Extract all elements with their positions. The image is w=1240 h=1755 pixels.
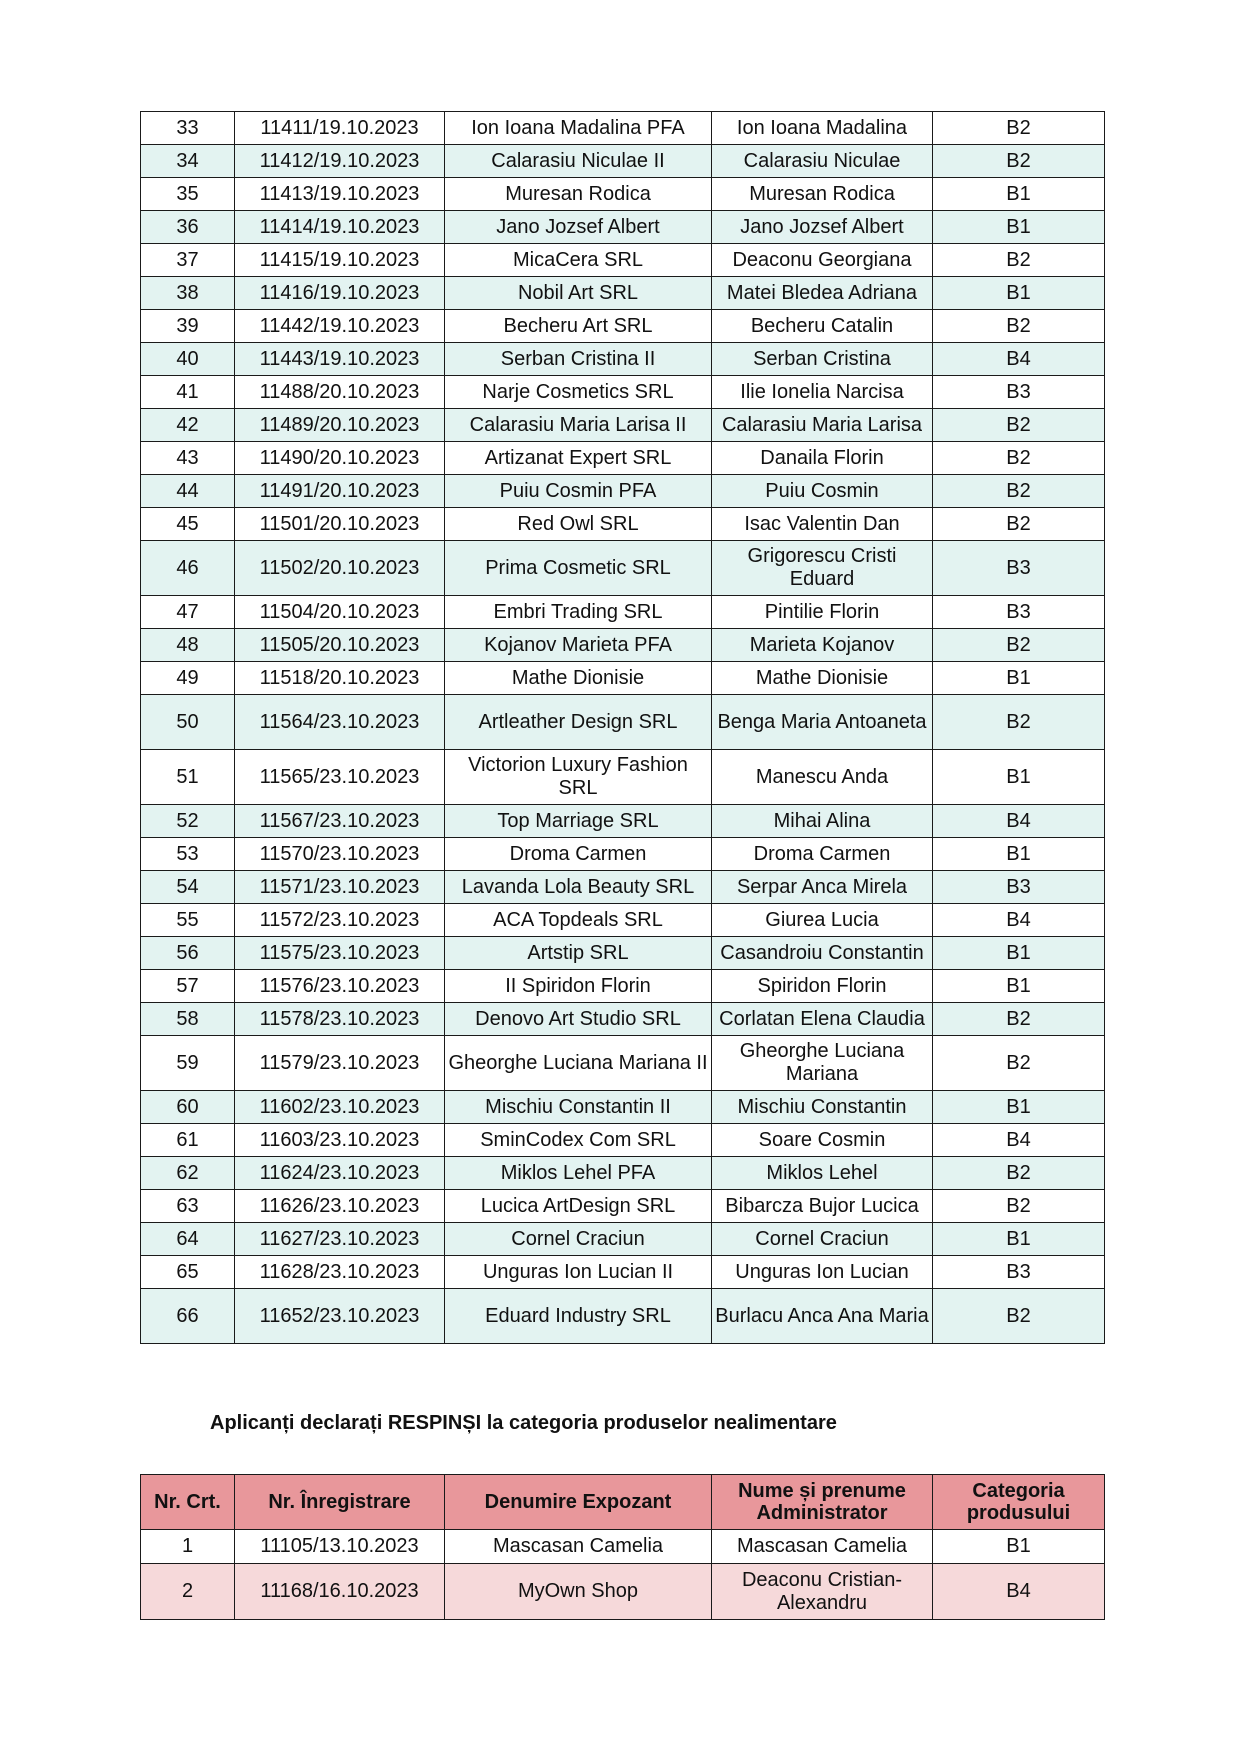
cell-category: B4 bbox=[933, 343, 1105, 376]
cell-nr: 55 bbox=[141, 904, 235, 937]
cell-registration: 11168/16.10.2023 bbox=[235, 1564, 445, 1620]
cell-exhibitor-name: II Spiridon Florin bbox=[445, 970, 712, 1003]
cell-nr: 46 bbox=[141, 541, 235, 596]
cell-nr: 37 bbox=[141, 244, 235, 277]
table-row bbox=[141, 277, 1105, 310]
cell-nr: 53 bbox=[141, 838, 235, 871]
table-row bbox=[141, 112, 1105, 145]
cell-administrator: Danaila Florin bbox=[712, 442, 933, 475]
table-row bbox=[141, 1223, 1105, 1256]
cell-category: B1 bbox=[933, 211, 1105, 244]
cell-category: B1 bbox=[933, 937, 1105, 970]
cell-registration: 11105/13.10.2023 bbox=[235, 1530, 445, 1564]
table-row bbox=[141, 805, 1105, 838]
cell-category: B1 bbox=[933, 1223, 1105, 1256]
cell-category: B3 bbox=[933, 871, 1105, 904]
cell-registration: 11628/23.10.2023 bbox=[235, 1256, 445, 1289]
approved-applicants-table-body bbox=[141, 112, 1105, 1344]
cell-registration: 11652/23.10.2023 bbox=[235, 1289, 445, 1344]
cell-administrator: Deaconu Georgiana bbox=[712, 244, 933, 277]
table-row bbox=[141, 1190, 1105, 1223]
table-row bbox=[141, 1530, 1105, 1564]
cell-exhibitor-name: Ion Ioana Madalina PFA bbox=[445, 112, 712, 145]
cell-category: B4 bbox=[933, 1124, 1105, 1157]
table-row bbox=[141, 750, 1105, 805]
cell-registration: 11576/23.10.2023 bbox=[235, 970, 445, 1003]
cell-nr: 64 bbox=[141, 1223, 235, 1256]
cell-nr: 34 bbox=[141, 145, 235, 178]
cell-category: B2 bbox=[933, 310, 1105, 343]
cell-nr: 38 bbox=[141, 277, 235, 310]
cell-registration: 11570/23.10.2023 bbox=[235, 838, 445, 871]
cell-registration: 11571/23.10.2023 bbox=[235, 871, 445, 904]
cell-exhibitor-name: SminCodex Com SRL bbox=[445, 1124, 712, 1157]
cell-administrator: Ion Ioana Madalina bbox=[712, 112, 933, 145]
table-row bbox=[141, 145, 1105, 178]
cell-administrator: Spiridon Florin bbox=[712, 970, 933, 1003]
cell-administrator: Benga Maria Antoaneta bbox=[712, 695, 933, 750]
cell-registration: 11572/23.10.2023 bbox=[235, 904, 445, 937]
cell-exhibitor-name: Red Owl SRL bbox=[445, 508, 712, 541]
cell-exhibitor-name: Embri Trading SRL bbox=[445, 596, 712, 629]
cell-category: B2 bbox=[933, 1157, 1105, 1190]
header-categoria-produsului: Categoria produsului bbox=[933, 1475, 1105, 1530]
cell-registration: 11415/19.10.2023 bbox=[235, 244, 445, 277]
cell-administrator: Manescu Anda bbox=[712, 750, 933, 805]
cell-category: B1 bbox=[933, 970, 1105, 1003]
cell-nr: 51 bbox=[141, 750, 235, 805]
cell-category: B2 bbox=[933, 244, 1105, 277]
cell-exhibitor-name: Miklos Lehel PFA bbox=[445, 1157, 712, 1190]
cell-exhibitor-name: Narje Cosmetics SRL bbox=[445, 376, 712, 409]
cell-administrator: Miklos Lehel bbox=[712, 1157, 933, 1190]
cell-exhibitor-name: Unguras Ion Lucian II bbox=[445, 1256, 712, 1289]
cell-registration: 11578/23.10.2023 bbox=[235, 1003, 445, 1036]
cell-administrator: Matei Bledea Adriana bbox=[712, 277, 933, 310]
cell-registration: 11518/20.10.2023 bbox=[235, 662, 445, 695]
cell-administrator: Giurea Lucia bbox=[712, 904, 933, 937]
cell-administrator: Droma Carmen bbox=[712, 838, 933, 871]
cell-administrator: Jano Jozsef Albert bbox=[712, 211, 933, 244]
cell-registration: 11564/23.10.2023 bbox=[235, 695, 445, 750]
cell-exhibitor-name: Lucica ArtDesign SRL bbox=[445, 1190, 712, 1223]
cell-administrator: Muresan Rodica bbox=[712, 178, 933, 211]
cell-registration: 11491/20.10.2023 bbox=[235, 475, 445, 508]
cell-nr: 59 bbox=[141, 1036, 235, 1091]
cell-category: B2 bbox=[933, 1289, 1105, 1344]
table-row bbox=[141, 662, 1105, 695]
cell-category: B1 bbox=[933, 1530, 1105, 1564]
cell-nr: 63 bbox=[141, 1190, 235, 1223]
cell-nr: 60 bbox=[141, 1091, 235, 1124]
cell-nr: 45 bbox=[141, 508, 235, 541]
table-row bbox=[141, 904, 1105, 937]
rejected-applicants-table bbox=[140, 1474, 1105, 1620]
cell-exhibitor-name: Artleather Design SRL bbox=[445, 695, 712, 750]
table-row bbox=[141, 970, 1105, 1003]
cell-registration: 11411/19.10.2023 bbox=[235, 112, 445, 145]
cell-nr: 33 bbox=[141, 112, 235, 145]
cell-administrator: Puiu Cosmin bbox=[712, 475, 933, 508]
table-row bbox=[141, 541, 1105, 596]
cell-exhibitor-name: Jano Jozsef Albert bbox=[445, 211, 712, 244]
header-nume-administrator: Nume și prenume Administrator bbox=[712, 1475, 933, 1530]
table-row bbox=[141, 1003, 1105, 1036]
cell-administrator: Calarasiu Niculae bbox=[712, 145, 933, 178]
cell-administrator: Unguras Ion Lucian bbox=[712, 1256, 933, 1289]
cell-exhibitor-name: Artizanat Expert SRL bbox=[445, 442, 712, 475]
table-row bbox=[141, 376, 1105, 409]
cell-registration: 11624/23.10.2023 bbox=[235, 1157, 445, 1190]
cell-exhibitor-name: Denovo Art Studio SRL bbox=[445, 1003, 712, 1036]
cell-nr: 49 bbox=[141, 662, 235, 695]
table-row bbox=[141, 596, 1105, 629]
cell-category: B2 bbox=[933, 629, 1105, 662]
cell-exhibitor-name: Calarasiu Niculae II bbox=[445, 145, 712, 178]
table-row bbox=[141, 409, 1105, 442]
cell-category: B3 bbox=[933, 596, 1105, 629]
cell-registration: 11603/23.10.2023 bbox=[235, 1124, 445, 1157]
cell-administrator: Marieta Kojanov bbox=[712, 629, 933, 662]
cell-nr: 62 bbox=[141, 1157, 235, 1190]
cell-administrator: Corlatan Elena Claudia bbox=[712, 1003, 933, 1036]
cell-category: B2 bbox=[933, 1190, 1105, 1223]
cell-category: B2 bbox=[933, 409, 1105, 442]
cell-administrator: Becheru Catalin bbox=[712, 310, 933, 343]
cell-administrator: Deaconu Cristian-Alexandru bbox=[712, 1564, 933, 1620]
table-row bbox=[141, 1564, 1105, 1620]
cell-nr: 40 bbox=[141, 343, 235, 376]
table-row bbox=[141, 310, 1105, 343]
cell-registration: 11501/20.10.2023 bbox=[235, 508, 445, 541]
cell-registration: 11602/23.10.2023 bbox=[235, 1091, 445, 1124]
cell-nr: 41 bbox=[141, 376, 235, 409]
cell-exhibitor-name: Mathe Dionisie bbox=[445, 662, 712, 695]
cell-category: B3 bbox=[933, 541, 1105, 596]
cell-nr: 56 bbox=[141, 937, 235, 970]
cell-category: B2 bbox=[933, 475, 1105, 508]
cell-nr: 47 bbox=[141, 596, 235, 629]
cell-registration: 11416/19.10.2023 bbox=[235, 277, 445, 310]
cell-administrator: Serban Cristina bbox=[712, 343, 933, 376]
cell-exhibitor-name: Puiu Cosmin PFA bbox=[445, 475, 712, 508]
table-row bbox=[141, 838, 1105, 871]
cell-registration: 11488/20.10.2023 bbox=[235, 376, 445, 409]
cell-category: B1 bbox=[933, 178, 1105, 211]
header-denumire-expozant: Denumire Expozant bbox=[445, 1475, 712, 1530]
table-row bbox=[141, 211, 1105, 244]
cell-exhibitor-name: Cornel Craciun bbox=[445, 1223, 712, 1256]
cell-nr: 48 bbox=[141, 629, 235, 662]
header-nr-crt: Nr. Crt. bbox=[141, 1475, 235, 1530]
table-header-row bbox=[141, 1475, 1105, 1530]
cell-nr: 35 bbox=[141, 178, 235, 211]
cell-exhibitor-name: MicaCera SRL bbox=[445, 244, 712, 277]
cell-exhibitor-name: Victorion Luxury Fashion SRL bbox=[445, 750, 712, 805]
cell-category: B2 bbox=[933, 695, 1105, 750]
cell-category: B4 bbox=[933, 904, 1105, 937]
table-row bbox=[141, 1157, 1105, 1190]
cell-nr: 43 bbox=[141, 442, 235, 475]
cell-nr: 50 bbox=[141, 695, 235, 750]
cell-administrator: Ilie Ionelia Narcisa bbox=[712, 376, 933, 409]
cell-exhibitor-name: MyOwn Shop bbox=[445, 1564, 712, 1620]
cell-exhibitor-name: Mascasan Camelia bbox=[445, 1530, 712, 1564]
cell-category: B1 bbox=[933, 277, 1105, 310]
cell-nr: 54 bbox=[141, 871, 235, 904]
table-row bbox=[141, 508, 1105, 541]
cell-category: B2 bbox=[933, 1003, 1105, 1036]
cell-administrator: Bibarcza Bujor Lucica bbox=[712, 1190, 933, 1223]
cell-category: B2 bbox=[933, 1036, 1105, 1091]
cell-exhibitor-name: Nobil Art SRL bbox=[445, 277, 712, 310]
table-row bbox=[141, 1124, 1105, 1157]
cell-administrator: Mascasan Camelia bbox=[712, 1530, 933, 1564]
cell-registration: 11575/23.10.2023 bbox=[235, 937, 445, 970]
cell-administrator: Grigorescu Cristi Eduard bbox=[712, 541, 933, 596]
cell-registration: 11490/20.10.2023 bbox=[235, 442, 445, 475]
cell-exhibitor-name: Serban Cristina II bbox=[445, 343, 712, 376]
cell-exhibitor-name: Calarasiu Maria Larisa II bbox=[445, 409, 712, 442]
cell-exhibitor-name: ACA Topdeals SRL bbox=[445, 904, 712, 937]
cell-category: B1 bbox=[933, 838, 1105, 871]
cell-category: B2 bbox=[933, 508, 1105, 541]
cell-category: B2 bbox=[933, 145, 1105, 178]
cell-exhibitor-name: Becheru Art SRL bbox=[445, 310, 712, 343]
cell-exhibitor-name: Gheorghe Luciana Mariana II bbox=[445, 1036, 712, 1091]
cell-administrator: Gheorghe Luciana Mariana bbox=[712, 1036, 933, 1091]
table-row bbox=[141, 1036, 1105, 1091]
cell-nr: 36 bbox=[141, 211, 235, 244]
cell-exhibitor-name: Top Marriage SRL bbox=[445, 805, 712, 838]
cell-category: B1 bbox=[933, 750, 1105, 805]
cell-registration: 11502/20.10.2023 bbox=[235, 541, 445, 596]
rejected-applicants-heading: Aplicanți declarați RESPINȘI la categoria produselor nealimentare bbox=[210, 1412, 837, 1434]
cell-exhibitor-name: Prima Cosmetic SRL bbox=[445, 541, 712, 596]
cell-category: B4 bbox=[933, 805, 1105, 838]
table-row bbox=[141, 1256, 1105, 1289]
cell-nr: 44 bbox=[141, 475, 235, 508]
cell-administrator: Isac Valentin Dan bbox=[712, 508, 933, 541]
table-row bbox=[141, 1091, 1105, 1124]
approved-applicants-table bbox=[140, 111, 1105, 1344]
cell-exhibitor-name: Droma Carmen bbox=[445, 838, 712, 871]
cell-administrator: Soare Cosmin bbox=[712, 1124, 933, 1157]
cell-registration: 11414/19.10.2023 bbox=[235, 211, 445, 244]
cell-exhibitor-name: Eduard Industry SRL bbox=[445, 1289, 712, 1344]
cell-registration: 11413/19.10.2023 bbox=[235, 178, 445, 211]
cell-exhibitor-name: Muresan Rodica bbox=[445, 178, 712, 211]
table-row bbox=[141, 475, 1105, 508]
cell-category: B1 bbox=[933, 662, 1105, 695]
cell-nr: 39 bbox=[141, 310, 235, 343]
cell-administrator: Mihai Alina bbox=[712, 805, 933, 838]
cell-category: B4 bbox=[933, 1564, 1105, 1620]
table-row bbox=[141, 871, 1105, 904]
cell-administrator: Pintilie Florin bbox=[712, 596, 933, 629]
cell-registration: 11565/23.10.2023 bbox=[235, 750, 445, 805]
cell-registration: 11626/23.10.2023 bbox=[235, 1190, 445, 1223]
cell-registration: 11412/19.10.2023 bbox=[235, 145, 445, 178]
table-row bbox=[141, 442, 1105, 475]
cell-registration: 11627/23.10.2023 bbox=[235, 1223, 445, 1256]
cell-nr: 57 bbox=[141, 970, 235, 1003]
table-row bbox=[141, 629, 1105, 662]
table-row bbox=[141, 1289, 1105, 1344]
cell-administrator: Mathe Dionisie bbox=[712, 662, 933, 695]
cell-administrator: Burlacu Anca Ana Maria bbox=[712, 1289, 933, 1344]
cell-registration: 11579/23.10.2023 bbox=[235, 1036, 445, 1091]
cell-exhibitor-name: Kojanov Marieta PFA bbox=[445, 629, 712, 662]
cell-category: B2 bbox=[933, 442, 1105, 475]
cell-category: B1 bbox=[933, 1091, 1105, 1124]
cell-nr: 65 bbox=[141, 1256, 235, 1289]
table-row bbox=[141, 244, 1105, 277]
table-row bbox=[141, 343, 1105, 376]
cell-nr: 2 bbox=[141, 1564, 235, 1620]
cell-category: B2 bbox=[933, 112, 1105, 145]
table-row bbox=[141, 178, 1105, 211]
cell-nr: 66 bbox=[141, 1289, 235, 1344]
cell-registration: 11505/20.10.2023 bbox=[235, 629, 445, 662]
cell-category: B3 bbox=[933, 1256, 1105, 1289]
cell-registration: 11504/20.10.2023 bbox=[235, 596, 445, 629]
cell-administrator: Calarasiu Maria Larisa bbox=[712, 409, 933, 442]
cell-nr: 58 bbox=[141, 1003, 235, 1036]
cell-nr: 42 bbox=[141, 409, 235, 442]
cell-administrator: Cornel Craciun bbox=[712, 1223, 933, 1256]
table-row bbox=[141, 695, 1105, 750]
cell-nr: 52 bbox=[141, 805, 235, 838]
cell-exhibitor-name: Mischiu Constantin II bbox=[445, 1091, 712, 1124]
cell-nr: 1 bbox=[141, 1530, 235, 1564]
cell-administrator: Serpar Anca Mirela bbox=[712, 871, 933, 904]
cell-registration: 11442/19.10.2023 bbox=[235, 310, 445, 343]
cell-registration: 11489/20.10.2023 bbox=[235, 409, 445, 442]
cell-nr: 61 bbox=[141, 1124, 235, 1157]
cell-exhibitor-name: Lavanda Lola Beauty SRL bbox=[445, 871, 712, 904]
table-row bbox=[141, 937, 1105, 970]
cell-category: B3 bbox=[933, 376, 1105, 409]
cell-exhibitor-name: Artstip SRL bbox=[445, 937, 712, 970]
header-nr-inregistrare: Nr. Înregistrare bbox=[235, 1475, 445, 1530]
cell-registration: 11567/23.10.2023 bbox=[235, 805, 445, 838]
cell-administrator: Mischiu Constantin bbox=[712, 1091, 933, 1124]
cell-registration: 11443/19.10.2023 bbox=[235, 343, 445, 376]
cell-administrator: Casandroiu Constantin bbox=[712, 937, 933, 970]
